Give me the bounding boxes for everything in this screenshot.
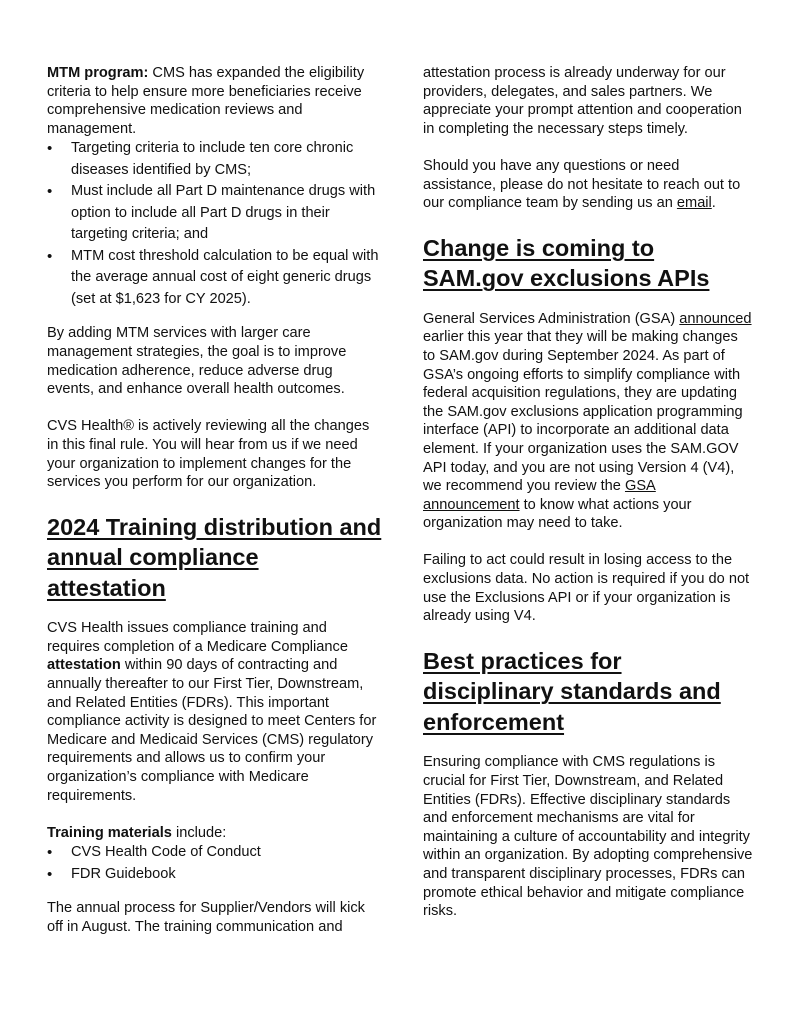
mtm-goal-paragraph: By adding MTM services with larger care management strategies, the goal is to improve medication adherence, reduce adverse drug events, and enhance overall health outcomes.: [47, 325, 347, 398]
email-link[interactable]: email: [676, 195, 712, 212]
best-practices-heading: Best practices for disciplinary standards and enforcement: [423, 647, 721, 735]
sam-failing-paragraph: Failing to act could result in losing access to the exclusions data. No action is required if you do not use the Exclusions API or if your organization is already using V4.: [423, 552, 750, 625]
sam-text-b: earlier this year that they will be making changes to SAM.gov during September 2024. As part of GSA’s ongoing efforts to simplify compliance with federal acquisition regulations, they are updating the SAM.gov exclusions application programming interface (API) to incorporate an additional data element. If your organization uses the SAM.GOV API today, and you are not using Version 4 (V4), we recommend you review the: [423, 329, 743, 495]
left-column: [47, 64, 382, 937]
training-text-a: CVS Health issues compliance training and requires completion of a Medicare Compliance: [47, 620, 348, 655]
training-paragraph: [47, 619, 382, 805]
list-item: • CVS Health Code of Conduct: [47, 842, 382, 864]
training-materials-list: [47, 842, 382, 885]
annual-process-paragraph: The annual process for Supplier/Vendors will kick off in August. The training communication and: [47, 900, 365, 935]
questions-paragraph: [423, 157, 753, 213]
list-item: • Targeting criteria to include ten core chronic diseases identified by CMS;: [47, 138, 382, 181]
list-item: • Must include all Part D maintenance drugs with option to include all Part D drugs in their targeting criteria; and: [47, 181, 382, 246]
sam-text-a: General Services Administration (GSA): [423, 310, 680, 327]
training-section-heading: 2024 Training distribution and annual compliance attestation: [47, 513, 382, 601]
training-materials-text: include:: [171, 824, 227, 841]
best-practices-paragraph: Ensuring compliance with CMS regulations is crucial for First Tier, Downstream, and Related Entities (FDRs). Effective disciplinary standards and enforcement mechanisms are vital for maintaining a culture of accountability and integrity within an organization. By adopting comprehensive and transparent disciplinary processes, FDRs can promote ethical behavior and mitigate compliance risks.: [423, 754, 753, 920]
sam-section-heading: Change is coming to SAM.gov exclusions APIs: [423, 234, 710, 292]
gsa-announcement-link[interactable]: GSA announcement: [423, 478, 656, 513]
continued-paragraph: attestation process is already underway for our providers, delegates, and sales partners. We appreciate your prompt attention and cooperation in completing the necessary steps timely.: [423, 65, 742, 137]
training-text-b: within 90 days of contracting and annually thereafter to our First Tier, Downstream, and Related Entities (FDRs). This important compliance activity is designed to meet Centers for Medicare and Medicaid Services (CMS) regulatory requirements and allows us to confirm your organization’s compliance with Medicare requirements.: [47, 657, 377, 804]
announced-link[interactable]: announced: [679, 310, 752, 327]
mtm-intro-paragraph: [47, 64, 382, 138]
list-item: • FDR Guidebook: [47, 864, 382, 886]
mtm-program-label: MTM program:: [47, 65, 149, 81]
attestation-bold: attestation: [47, 657, 121, 674]
cvs-review-paragraph: CVS Health® is actively reviewing all the changes in this final rule. You will hear from us if we need your organization to implement changes for the services you perform for our organization.: [47, 418, 370, 491]
questions-text: Should you have any questions or need assistance, please do not hesitate to reach out to our compliance team by sending us an: [423, 157, 741, 212]
training-materials-bold: Training materials: [47, 824, 172, 841]
right-column: [423, 64, 753, 921]
sam-text-c: to know what actions your organization may need to take.: [423, 496, 692, 532]
questions-end: .: [711, 195, 716, 212]
list-item: • MTM cost threshold calculation to be equal with the average annual cost of eight generic drugs (set at $1,623 for CY 2025).: [47, 246, 382, 311]
mtm-criteria-list: [47, 138, 382, 310]
sam-paragraph: [423, 310, 753, 533]
training-materials-label: [47, 824, 382, 843]
mtm-intro-text: CMS has expanded the eligibility criteria to help ensure more beneficiaries receive comprehensive medication reviews and management.: [47, 65, 365, 137]
